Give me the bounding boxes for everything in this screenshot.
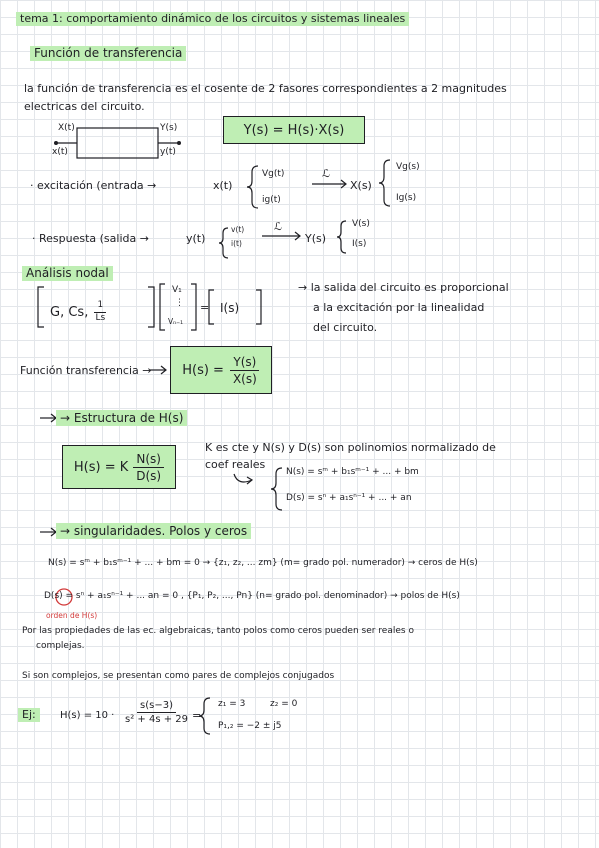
section-title-transfer: Función de transferencia xyxy=(30,46,186,61)
block-input-top: X(t) xyxy=(58,123,75,133)
nodal-vec-bottom: Vₙ₋₁ xyxy=(168,317,184,326)
singular-prop-1: Por las propiedades de las ec. algebraicas, tanto polos como ceros pueden ser reales o xyxy=(22,626,414,636)
block-input-bottom: x(t) xyxy=(52,147,68,157)
structure-den: D(s) xyxy=(136,468,162,483)
brace-excitation xyxy=(247,166,258,208)
example-lhs: H(s) = 10 · xyxy=(60,710,115,721)
example-eq: = xyxy=(192,709,202,722)
response-res-1: V(s) xyxy=(352,219,370,229)
excitation-var: x(t) xyxy=(213,179,233,192)
intro-line-1: la función de transferencia es el cosente de 2 fasores correspondientes a 2 magnitudes xyxy=(24,82,507,95)
excitation-opt-1: Vg(t) xyxy=(262,169,285,179)
structure-desc-1: K es cte y N(s) y D(s) son polinomios normalizado de xyxy=(205,441,496,454)
block-output-top: Y(s) xyxy=(160,123,178,133)
response-opt-1: v(t) xyxy=(231,225,245,234)
nodal-vec-dots: ⋮ xyxy=(175,298,184,308)
excitation-opt-2: ig(t) xyxy=(262,195,281,205)
nodal-matrix-text: G, Cs, $\frac{1}{Ls}$ xyxy=(50,300,106,323)
transfer-fn-label: Función transferencia → xyxy=(20,364,152,377)
block-box xyxy=(77,128,158,158)
brace-response xyxy=(219,228,228,258)
response-op: ℒ xyxy=(274,220,282,233)
section-title-nodal: Análisis nodal xyxy=(22,266,113,281)
nodal-vec-top: V₁ xyxy=(172,285,182,295)
response-opt-2: i(t) xyxy=(231,239,242,248)
singular-title: → singularidades. Polos y ceros xyxy=(40,525,251,538)
singular-complex: Si son complejos, se presentan como pares de complejos conjugados xyxy=(22,671,335,681)
bracket-rhs-r xyxy=(256,290,261,324)
bracket-rhs-l xyxy=(209,290,214,324)
nodal-rhs: I(s) xyxy=(220,301,240,315)
transfer-fn-box: H(s) = $\frac{Y(s)}{X(s)}$ xyxy=(170,346,272,394)
response-var: y(t) xyxy=(186,232,206,245)
excitation-res-2: Ig(s) xyxy=(396,193,417,203)
example-fraction xyxy=(122,700,191,725)
excitation-label: · excitación (entrada → xyxy=(30,179,157,192)
bracket-vec-l xyxy=(160,284,165,330)
response-label: · Respuesta (salida → xyxy=(32,232,149,245)
example-zero-1: z₁ = 3 xyxy=(218,699,246,709)
nodal-note-1: → la salida del circuito es proporcional xyxy=(298,281,509,294)
excitation-res-1: Vg(s) xyxy=(396,162,420,172)
main-formula-box xyxy=(223,116,365,144)
example-num: s(s−3) xyxy=(137,700,176,713)
structure-desc-2: coef reales xyxy=(205,458,266,471)
example-poles: P₁,₂ = −2 ± j5 xyxy=(218,721,282,731)
intro-line-2: electricas del circuito. xyxy=(24,100,145,113)
structure-title: → Estructura de H(s) xyxy=(40,412,187,425)
structure-n-eq: N(s) = sᵐ + b₁sᵐ⁻¹ + ... + bm xyxy=(286,467,419,477)
page-title: tema 1: comportamiento dinámico de los circuitos y sistemas lineales xyxy=(16,12,409,26)
brace-nd xyxy=(271,468,282,510)
main-formula: Y(s) = H(s)·X(s) xyxy=(243,122,345,138)
structure-d-eq: D(s) = sⁿ + a₁sⁿ⁻¹ + ... + an xyxy=(286,493,412,503)
brace-response-result xyxy=(337,221,346,253)
nodal-note-3: del circuito. xyxy=(313,321,378,334)
bracket-matrix-r xyxy=(148,287,154,327)
singular-n-line: N(s) = sᵐ + b₁sᵐ⁻¹ + ... + bm = 0 → {z₁, z₂, ... zm} (m= grado pol. numerador) → ceros de H(s) xyxy=(48,558,478,568)
example-zero-2: z₂ = 0 xyxy=(270,699,298,709)
nodal-note-2: a la excitación por la linealidad xyxy=(313,301,485,314)
example-den: s² + 4s + 29 xyxy=(125,714,188,725)
structure-num: N(s) xyxy=(133,452,164,468)
singular-d-line: D(s) = sⁿ + a₁sⁿ⁻¹ + ... an = 0 , {P₁, P₂, ..., Pn} (n= grado pol. denominador) → polos de H(s) xyxy=(44,591,460,601)
response-res-2: I(s) xyxy=(352,239,367,249)
excitation-result: X(s) xyxy=(350,179,372,192)
example-label: Ej: xyxy=(18,708,40,722)
bracket-vec-r xyxy=(191,284,196,330)
transfer-fn-num: Y(s) xyxy=(230,355,259,371)
structure-box: H(s) = K $\frac{N(s)}{D(s)}$ xyxy=(62,445,176,489)
singular-prop-2: complejas. xyxy=(36,641,85,651)
nodal-eq: = xyxy=(200,301,210,314)
excitation-op: ℒ xyxy=(322,167,330,180)
response-result: Y(s) xyxy=(305,232,327,245)
brace-excitation-result xyxy=(379,160,390,206)
block-output-bottom: y(t) xyxy=(160,147,176,157)
order-label: orden de H(s) xyxy=(46,611,98,620)
bracket-matrix-l xyxy=(38,287,44,327)
transfer-fn-den: X(s) xyxy=(232,371,257,386)
